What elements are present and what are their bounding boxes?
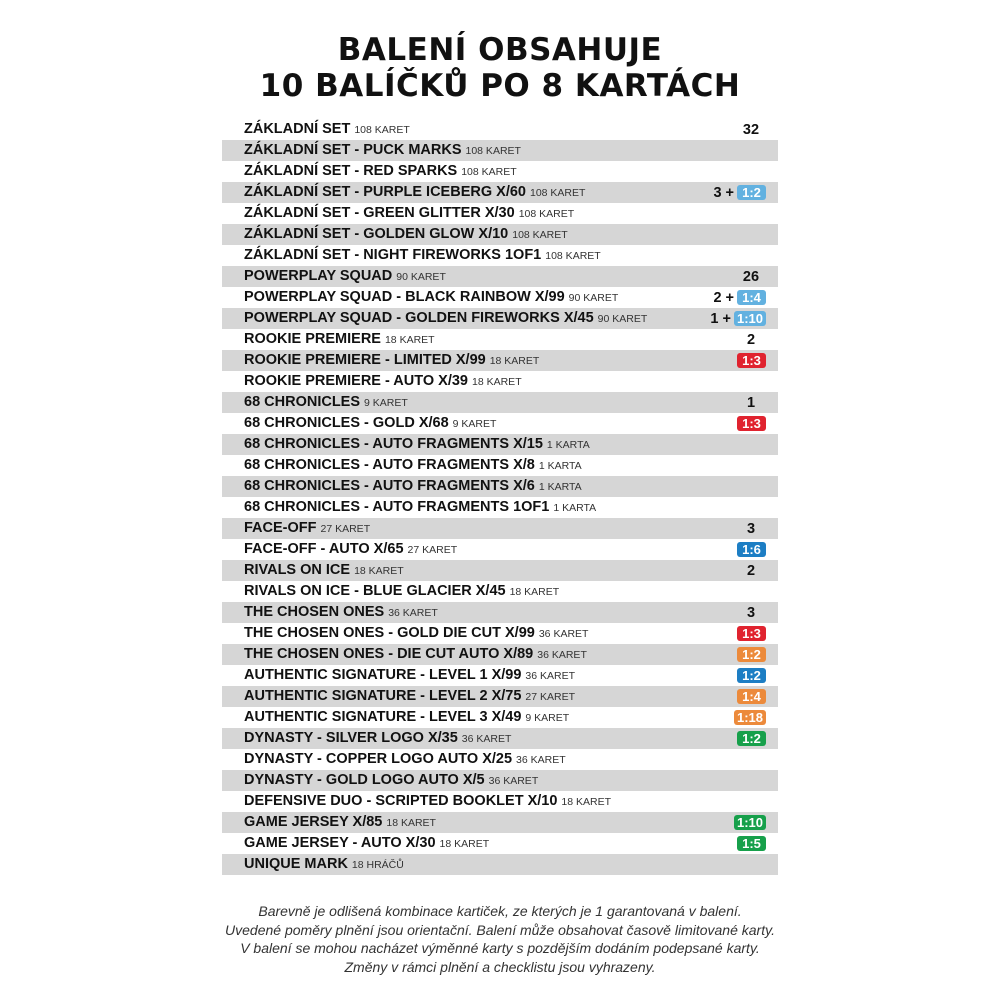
row-name — [244, 373, 522, 389]
row-card-count: 36 KARET — [538, 628, 589, 640]
row-name — [244, 457, 582, 473]
row-title: AUTHENTIC SIGNATURE - LEVEL 1 X/99 — [244, 667, 522, 683]
row-title: DYNASTY - SILVER LOGO X/35 — [244, 730, 458, 746]
row-name — [244, 856, 404, 872]
row-title: ZÁKLADNÍ SET - PURPLE ICEBERG X/60 — [244, 184, 526, 200]
table-row — [222, 728, 778, 749]
row-value — [736, 604, 766, 621]
row-card-count: 9 KARET — [364, 397, 408, 409]
footer-line-1: Barevně je odlišená kombinace kartiček, ze kterých je 1 garantovaná v balení. — [258, 903, 742, 919]
row-title: ZÁKLADNÍ SET - PUCK MARKS — [244, 142, 462, 158]
row-card-count: 90 KARET — [568, 292, 619, 304]
row-name — [244, 730, 511, 746]
table-row — [222, 539, 778, 560]
ratio-badge: 1:2 — [737, 185, 766, 200]
row-title: RIVALS ON ICE — [244, 562, 351, 578]
row-title: POWERPLAY SQUAD - BLACK RAINBOW X/99 — [244, 289, 565, 305]
row-name — [244, 121, 410, 137]
table-row — [222, 371, 778, 392]
ratio-badge: 1:2 — [737, 647, 766, 662]
row-quantity: 3 — [746, 604, 756, 621]
footer-notes — [0, 902, 1000, 976]
table-row — [222, 812, 778, 833]
row-title: ZÁKLADNÍ SET — [244, 121, 351, 137]
ratio-badge: 1:10 — [734, 311, 766, 326]
table-row — [222, 665, 778, 686]
row-card-count: 18 KARET — [439, 838, 490, 850]
row-value — [734, 814, 766, 831]
row-card-count: 18 KARET — [354, 565, 404, 577]
row-name — [244, 247, 601, 263]
footer-line-2: Uvedené poměry plnění jsou orientační. Balení může obsahovat časově limitované karty. — [225, 921, 775, 938]
row-card-count: 18 KARET — [472, 376, 522, 388]
table-row — [222, 833, 778, 854]
row-title: THE CHOSEN ONES - GOLD DIE CUT X/99 — [244, 625, 535, 641]
row-title: 68 CHRONICLES - AUTO FRAGMENTS X/6 — [244, 478, 535, 494]
row-card-count: 18 KARET — [384, 334, 435, 346]
table-row — [222, 518, 778, 539]
ratio-badge: 1:2 — [737, 668, 766, 683]
row-card-count: 90 KARET — [396, 271, 446, 283]
table-row — [222, 707, 778, 728]
title-line-2: 10 BALÍČKŮ PO 8 KARTÁCH — [259, 68, 741, 104]
row-name — [244, 625, 588, 641]
row-name — [244, 499, 596, 515]
row-value — [736, 268, 766, 285]
row-title: FACE-OFF - AUTO X/65 — [244, 541, 404, 557]
table-row — [222, 476, 778, 497]
table-row — [222, 455, 778, 476]
row-title: ZÁKLADNÍ SET - GOLDEN GLOW X/10 — [244, 226, 509, 242]
row-name — [244, 394, 408, 410]
row-name — [244, 331, 435, 347]
table-row — [222, 224, 778, 245]
row-card-count: 9 KARET — [525, 712, 570, 724]
row-name — [244, 205, 574, 221]
row-title: AUTHENTIC SIGNATURE - LEVEL 2 X/75 — [244, 688, 522, 704]
table-row — [222, 434, 778, 455]
table-row — [222, 245, 778, 266]
row-value — [736, 331, 766, 348]
table-row — [222, 329, 778, 350]
row-quantity: 1 — [746, 394, 756, 411]
row-title: RIVALS ON ICE - BLUE GLACIER X/45 — [244, 583, 506, 599]
row-quantity: 32 — [742, 121, 760, 138]
row-title: 68 CHRONICLES - AUTO FRAGMENTS X/8 — [244, 457, 535, 473]
row-value — [737, 667, 766, 684]
row-card-count: 18 KARET — [489, 355, 540, 367]
row-title: GAME JERSEY X/85 — [244, 814, 383, 830]
table-row — [222, 140, 778, 161]
ratio-badge: 1:3 — [737, 626, 766, 641]
row-name — [244, 793, 611, 809]
row-title: THE CHOSEN ONES - DIE CUT AUTO X/89 — [244, 646, 534, 662]
row-title: 68 CHRONICLES - GOLD X/68 — [244, 415, 449, 431]
row-title: 68 CHRONICLES — [244, 394, 361, 410]
row-value — [737, 415, 766, 432]
row-title: GAME JERSEY - AUTO X/30 — [244, 835, 436, 851]
row-title: FACE-OFF — [244, 520, 317, 536]
row-quantity: 2 — [746, 331, 756, 348]
row-name — [244, 604, 438, 620]
row-name — [244, 310, 647, 326]
row-card-count: 36 KARET — [537, 649, 587, 661]
row-card-count: 108 KARET — [461, 166, 517, 178]
row-card-count: 1 KARTA — [553, 502, 597, 514]
row-value — [737, 352, 766, 369]
table-row — [222, 581, 778, 602]
row-title: POWERPLAY SQUAD — [244, 268, 393, 284]
row-card-count: 9 KARET — [452, 418, 497, 430]
row-value — [736, 121, 766, 138]
row-card-count: 27 KARET — [525, 691, 576, 703]
row-title: AUTHENTIC SIGNATURE - LEVEL 3 X/49 — [244, 709, 522, 725]
row-card-count: 108 KARET — [545, 250, 601, 262]
row-value — [713, 184, 766, 201]
table-row — [222, 602, 778, 623]
row-card-count: 90 KARET — [597, 313, 648, 325]
table-row — [222, 308, 778, 329]
table-row — [222, 791, 778, 812]
row-title: ROOKIE PREMIERE - AUTO X/39 — [244, 373, 468, 389]
table-row — [222, 203, 778, 224]
row-value — [737, 625, 766, 642]
row-card-count: 18 HRÁČŮ — [351, 859, 404, 871]
row-card-count: 1 KARTA — [538, 460, 582, 472]
row-title: 68 CHRONICLES - AUTO FRAGMENTS 1OF1 — [244, 499, 550, 515]
row-value — [737, 730, 766, 747]
row-name — [244, 436, 590, 452]
footer-line-3: V balení se mohou nacházet výměnné karty s pozdějším dodáním podepsané karty. — [240, 940, 760, 956]
row-value — [736, 520, 766, 537]
row-name — [244, 520, 370, 536]
table-row — [222, 182, 778, 203]
ratio-badge: 1:3 — [737, 416, 766, 431]
row-quantity: 2 — [746, 562, 756, 579]
row-name — [244, 583, 559, 599]
table-row — [222, 392, 778, 413]
row-name — [244, 226, 568, 242]
page-title — [0, 32, 1000, 104]
table-row — [222, 623, 778, 644]
row-quantity: 3 — [746, 520, 756, 537]
row-name — [244, 751, 566, 767]
row-title: ZÁKLADNÍ SET - GREEN GLITTER X/30 — [244, 205, 515, 221]
row-title: UNIQUE MARK — [244, 856, 348, 872]
row-card-count: 1 KARTA — [546, 439, 590, 451]
row-quantity: 1 + — [710, 310, 731, 327]
row-value — [736, 562, 766, 579]
row-value — [713, 289, 766, 306]
row-card-count: 27 KARET — [407, 544, 458, 556]
table-row — [222, 497, 778, 518]
row-title: DEFENSIVE DUO - SCRIPTED BOOKLET X/10 — [244, 793, 558, 809]
row-name — [244, 709, 569, 725]
ratio-badge: 1:5 — [737, 836, 766, 851]
table-row — [222, 287, 778, 308]
row-name — [244, 772, 538, 788]
row-card-count: 36 KARET — [525, 670, 576, 682]
row-quantity: 3 + — [713, 184, 734, 201]
ratio-badge: 1:10 — [734, 815, 766, 830]
row-name — [244, 562, 404, 578]
table-row — [222, 413, 778, 434]
row-value — [737, 541, 766, 558]
row-name — [244, 352, 539, 368]
row-name — [244, 268, 446, 284]
row-name — [244, 184, 585, 200]
row-card-count: 36 KARET — [388, 607, 438, 619]
row-name — [244, 142, 521, 158]
row-card-count: 18 KARET — [386, 817, 436, 829]
row-value — [734, 709, 766, 726]
ratio-badge: 1:2 — [737, 731, 766, 746]
row-value — [736, 394, 766, 411]
table-row — [222, 686, 778, 707]
row-title: ROOKIE PREMIERE - LIMITED X/99 — [244, 352, 486, 368]
table-row — [222, 644, 778, 665]
ratio-badge: 1:6 — [737, 542, 766, 557]
table-row — [222, 770, 778, 791]
row-card-count: 108 KARET — [518, 208, 575, 220]
row-card-count: 36 KARET — [461, 733, 512, 745]
row-name — [244, 688, 575, 704]
table-row — [222, 854, 778, 875]
row-value — [737, 688, 766, 705]
row-value — [710, 310, 766, 327]
table-row — [222, 560, 778, 581]
row-name — [244, 163, 517, 179]
row-card-count: 108 KARET — [529, 187, 586, 199]
row-card-count: 36 KARET — [488, 775, 539, 787]
ratio-badge: 1:18 — [734, 710, 766, 725]
row-name — [244, 478, 582, 494]
row-title: THE CHOSEN ONES — [244, 604, 385, 620]
table-row — [222, 161, 778, 182]
row-quantity: 26 — [742, 268, 760, 285]
row-name — [244, 814, 436, 830]
row-card-count: 108 KARET — [512, 229, 568, 241]
table-row — [222, 266, 778, 287]
row-card-count: 36 KARET — [516, 754, 566, 766]
row-card-count: 18 KARET — [509, 586, 560, 598]
contents-table — [222, 119, 778, 875]
footer-line-4: Změny v rámci plnění a checklistu jsou vyhrazeny. — [344, 958, 656, 975]
row-title: ROOKIE PREMIERE — [244, 331, 381, 347]
row-card-count: 27 KARET — [320, 523, 371, 535]
row-title: ZÁKLADNÍ SET - RED SPARKS — [244, 163, 458, 179]
row-name — [244, 289, 618, 305]
row-name — [244, 541, 457, 557]
row-name — [244, 415, 496, 431]
title-line-1: BALENÍ OBSAHUJE — [337, 32, 663, 68]
row-title: POWERPLAY SQUAD - GOLDEN FIREWORKS X/45 — [244, 310, 594, 326]
table-row — [222, 350, 778, 371]
row-title: ZÁKLADNÍ SET - NIGHT FIREWORKS 1OF1 — [244, 247, 542, 263]
row-value — [737, 646, 766, 663]
row-title: DYNASTY - GOLD LOGO AUTO X/5 — [244, 772, 485, 788]
row-value — [737, 835, 766, 852]
row-name — [244, 835, 489, 851]
row-quantity: 2 + — [713, 289, 734, 306]
row-card-count: 108 KARET — [354, 124, 410, 136]
row-title: DYNASTY - COPPER LOGO AUTO X/25 — [244, 751, 513, 767]
table-row — [222, 749, 778, 770]
ratio-badge: 1:3 — [737, 353, 766, 368]
ratio-badge: 1:4 — [737, 689, 766, 704]
row-title: 68 CHRONICLES - AUTO FRAGMENTS X/15 — [244, 436, 543, 452]
row-card-count: 1 KARTA — [538, 481, 582, 493]
row-card-count: 108 KARET — [465, 145, 521, 157]
row-card-count: 18 KARET — [561, 796, 612, 808]
ratio-badge: 1:4 — [737, 290, 766, 305]
table-row — [222, 119, 778, 140]
row-name — [244, 646, 587, 662]
row-name — [244, 667, 575, 683]
